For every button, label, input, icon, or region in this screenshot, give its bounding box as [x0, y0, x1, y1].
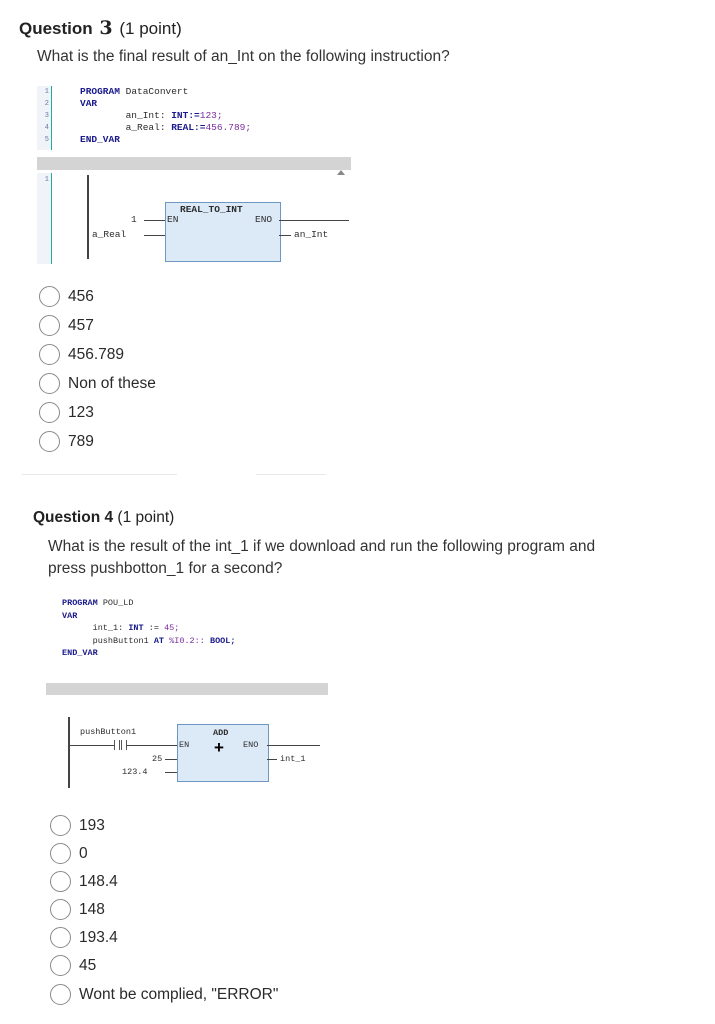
- option-label: 148.4: [79, 872, 118, 890]
- option-label: Wont be complied, "ERROR": [79, 985, 279, 1003]
- editor-splitter[interactable]: [46, 683, 328, 695]
- block-title: REAL_TO_INT: [180, 204, 243, 215]
- question-3-title: [19, 17, 182, 39]
- option-label: 123: [68, 403, 94, 421]
- line-number: 5: [44, 136, 49, 144]
- code-at: AT: [153, 635, 165, 646]
- radio-button[interactable]: [50, 843, 71, 864]
- code-keyword: VAR: [62, 610, 78, 621]
- option-label: 45: [79, 956, 97, 974]
- radio-button[interactable]: [39, 286, 60, 307]
- output-variable: an_Int: [294, 229, 329, 240]
- radio-button[interactable]: [39, 315, 60, 336]
- input-wire: [165, 772, 177, 773]
- code-type: INT:=: [171, 110, 200, 121]
- q4-option[interactable]: [50, 815, 105, 836]
- question-4-text-line2: press pushbotton_1 for a second?: [48, 560, 283, 577]
- option-label: 193: [79, 816, 105, 834]
- option-label: 0: [79, 844, 88, 862]
- contact-icon[interactable]: [114, 740, 120, 750]
- question-3-title-label: Question: [19, 19, 93, 38]
- radio-button[interactable]: [50, 815, 71, 836]
- en-wire: [144, 220, 165, 221]
- q4-option[interactable]: [50, 984, 278, 1005]
- q4-option[interactable]: [50, 927, 118, 948]
- radio-button[interactable]: [50, 899, 71, 920]
- code-type: BOOL;: [209, 635, 236, 646]
- rung-wire: [127, 745, 177, 746]
- en-input-constant: 1: [131, 214, 137, 225]
- option-label: 789: [68, 432, 94, 450]
- editor-splitter[interactable]: [37, 157, 351, 170]
- q3-option[interactable]: [39, 431, 94, 452]
- collapse-arrow-icon[interactable]: [337, 170, 345, 175]
- radio-button[interactable]: [39, 373, 60, 394]
- option-label: 457: [68, 316, 94, 334]
- code-value: 123;: [199, 110, 223, 121]
- code-keyword: VAR: [80, 98, 98, 109]
- code-type: REAL:=: [171, 122, 206, 133]
- code-address: %I0.2::: [169, 635, 205, 646]
- option-label: 456.789: [68, 345, 125, 363]
- ladder-gutter: [37, 173, 52, 264]
- code-var-name: a_Real:: [125, 122, 166, 133]
- question-4-text-line1: What is the result of the int_1 if we download and run the following program and: [48, 538, 596, 555]
- q4-option[interactable]: [50, 871, 118, 892]
- code-keyword: END_VAR: [62, 648, 98, 658]
- radio-button[interactable]: [39, 402, 60, 423]
- output-variable: int_1: [280, 754, 306, 764]
- code-program-name: POU_LD: [102, 598, 134, 608]
- q4-code-listing: [62, 597, 235, 660]
- plus-icon: +: [214, 738, 224, 757]
- line-number: 3: [44, 112, 49, 120]
- en-pin-label: EN: [167, 214, 179, 225]
- question-separator: [22, 474, 177, 475]
- q4-option[interactable]: [50, 955, 96, 976]
- left-power-rail: [68, 717, 70, 788]
- option-label: 193.4: [79, 928, 118, 946]
- q3-option[interactable]: [39, 373, 156, 394]
- option-label: 148: [79, 900, 105, 918]
- q3-option[interactable]: [39, 286, 94, 307]
- code-var-name: pushButton1: [92, 635, 149, 646]
- q3-option[interactable]: [39, 402, 94, 423]
- en-pin-label: EN: [179, 740, 190, 750]
- code-var-name: an_Int:: [125, 110, 166, 121]
- code-keyword: END_VAR: [80, 134, 120, 145]
- block-title: ADD: [213, 728, 229, 738]
- output-wire: [279, 235, 291, 236]
- left-power-rail: [87, 175, 89, 259]
- eno-pin-label: ENO: [243, 740, 259, 750]
- option-label: Non of these: [68, 374, 156, 392]
- code-var-name: int_1:: [92, 623, 124, 633]
- output-wire: [267, 759, 277, 760]
- line-number: 1: [44, 88, 49, 96]
- q3-option[interactable]: [39, 344, 124, 365]
- code-value: 456.789;: [205, 122, 252, 133]
- code-gutter: [37, 86, 52, 150]
- add-input-2: 123.4: [122, 767, 148, 777]
- contact-label: pushButton1: [80, 727, 137, 737]
- eno-wire: [267, 745, 320, 746]
- eno-wire: [279, 220, 349, 221]
- radio-button[interactable]: [50, 955, 71, 976]
- code-keyword: PROGRAM: [80, 86, 120, 97]
- radio-button[interactable]: [39, 344, 60, 365]
- question-separator: [256, 474, 326, 475]
- line-number: 1: [44, 176, 49, 184]
- eno-pin-label: ENO: [255, 214, 273, 225]
- question-4-points: (1 point): [117, 509, 175, 526]
- input-wire: [165, 759, 177, 760]
- q4-option[interactable]: [50, 843, 88, 864]
- code-assign: :=: [148, 623, 159, 633]
- option-label: 456: [68, 287, 94, 305]
- code-keyword: PROGRAM: [62, 598, 98, 608]
- code-program-name: DataConvert: [125, 86, 189, 97]
- radio-button[interactable]: [50, 927, 71, 948]
- add-input-1: 25: [152, 754, 163, 764]
- handwritten-question-number: 3: [99, 17, 113, 39]
- question-3-text: What is the final result of an_Int on the following instruction?: [37, 48, 450, 65]
- radio-button[interactable]: [50, 984, 71, 1005]
- q3-option[interactable]: [39, 315, 94, 336]
- radio-button[interactable]: [50, 871, 71, 892]
- question-4-title-label: Question 4: [33, 509, 114, 526]
- question-3-points: (1 point): [119, 19, 182, 38]
- question-4-title: [33, 509, 174, 527]
- code-type: INT: [128, 623, 144, 633]
- rung-wire: [70, 745, 114, 746]
- q3-code-listing: [80, 86, 251, 146]
- q4-option[interactable]: [50, 899, 105, 920]
- input-wire: [144, 235, 165, 236]
- radio-button[interactable]: [39, 431, 60, 452]
- code-value: 45;: [164, 623, 180, 633]
- line-number: 4: [44, 124, 49, 132]
- line-number: 2: [44, 100, 49, 108]
- input-variable: a_Real: [92, 229, 127, 240]
